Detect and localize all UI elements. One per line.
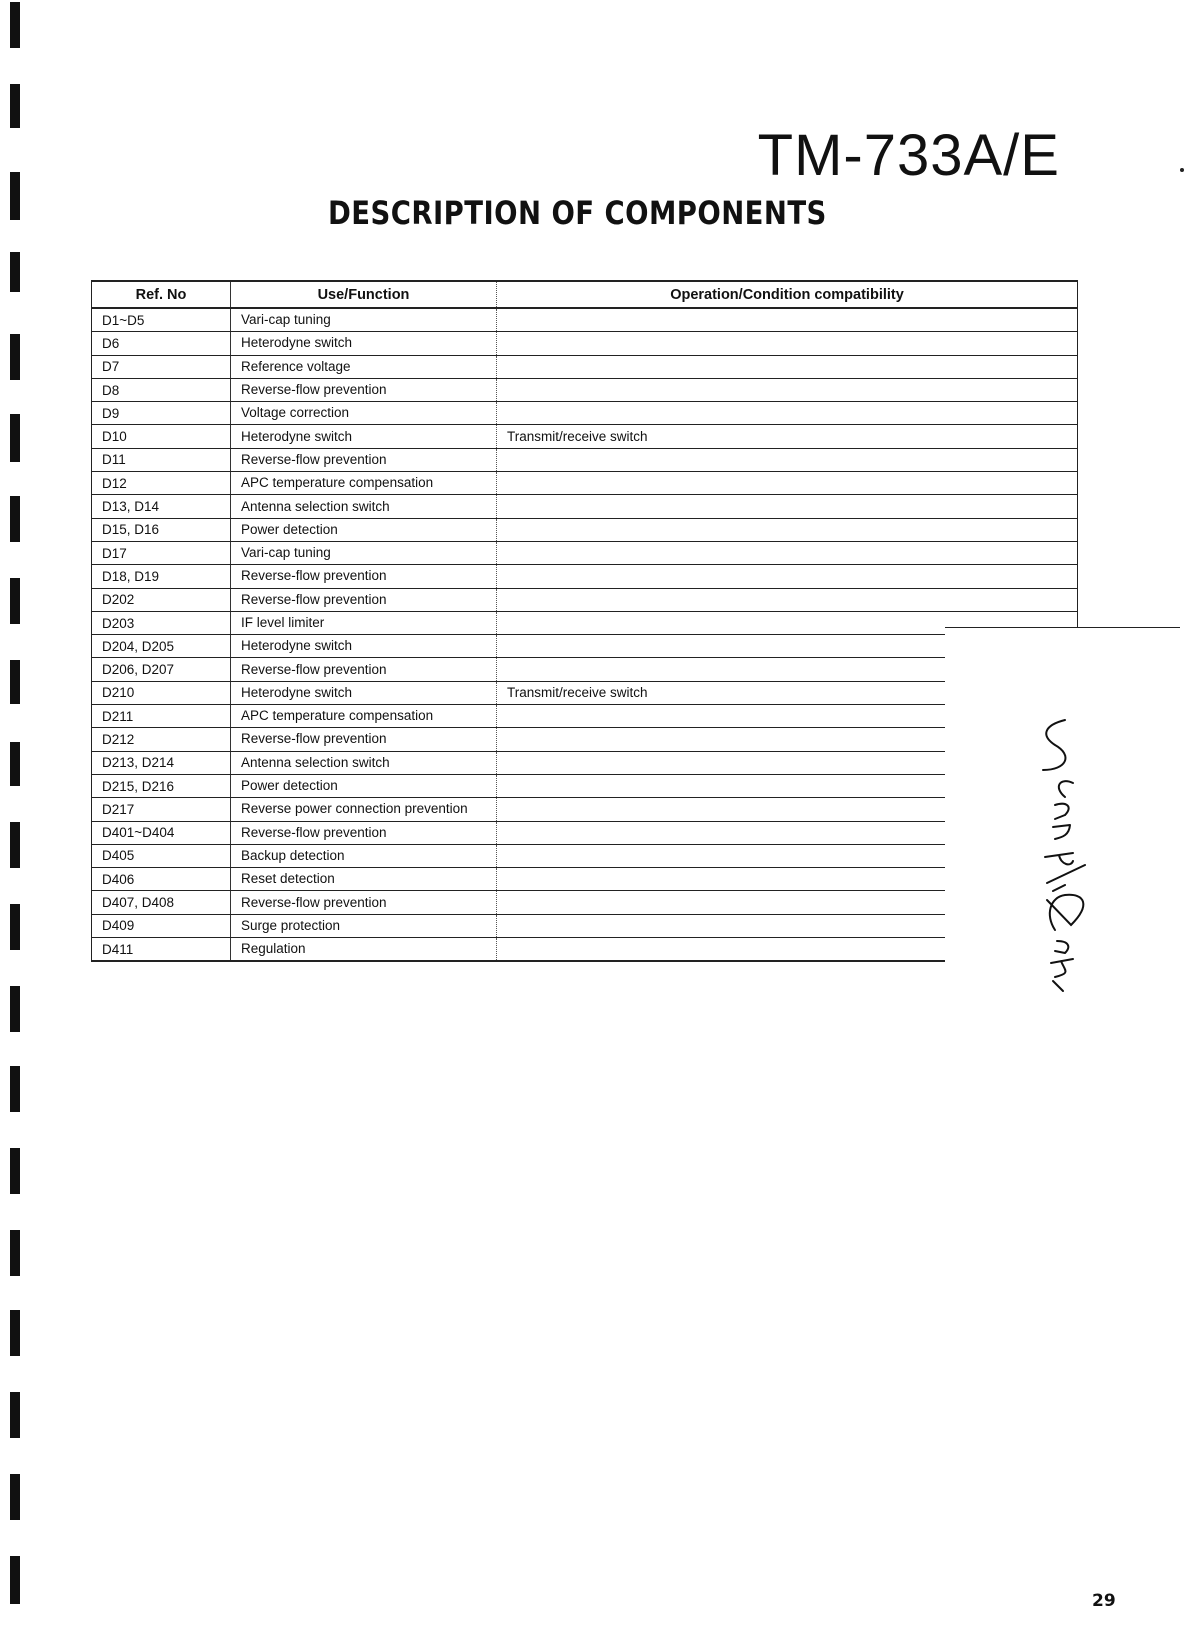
ref-cell: D13, D14 bbox=[92, 495, 231, 518]
ref-cell: D17 bbox=[92, 541, 231, 564]
ref-cell: D215, D216 bbox=[92, 774, 231, 797]
use-cell: Power detection bbox=[231, 518, 497, 541]
operation-cell bbox=[497, 332, 1078, 355]
ref-cell: D15, D16 bbox=[92, 518, 231, 541]
table-row bbox=[92, 448, 1078, 471]
use-cell: Heterodyne switch bbox=[231, 635, 497, 658]
column-header-operation: Operation/Condition compatibility bbox=[497, 281, 1078, 308]
ref-cell: D11 bbox=[92, 448, 231, 471]
use-cell: Reset detection bbox=[231, 868, 497, 891]
use-cell: Reverse-flow prevention bbox=[231, 378, 497, 401]
table-row bbox=[92, 635, 1078, 658]
use-cell: APC temperature compensation bbox=[231, 472, 497, 495]
use-cell: Reference voltage bbox=[231, 355, 497, 378]
scan-edge-line bbox=[945, 627, 1180, 628]
operation-cell bbox=[497, 378, 1078, 401]
table-row bbox=[92, 705, 1078, 728]
table-row bbox=[92, 402, 1078, 425]
operation-cell bbox=[497, 518, 1078, 541]
operation-cell bbox=[497, 355, 1078, 378]
use-cell: Reverse-flow prevention bbox=[231, 821, 497, 844]
use-cell: Heterodyne switch bbox=[231, 332, 497, 355]
use-cell: APC temperature compensation bbox=[231, 705, 497, 728]
table-row bbox=[92, 332, 1078, 355]
ref-cell: D406 bbox=[92, 868, 231, 891]
use-cell: Antenna selection switch bbox=[231, 751, 497, 774]
table-row bbox=[92, 891, 1078, 914]
table-row bbox=[92, 798, 1078, 821]
operation-cell: Transmit/receive switch bbox=[497, 425, 1078, 448]
page-title: DESCRIPTION OF COMPONENTS bbox=[328, 194, 827, 232]
ref-cell: D8 bbox=[92, 378, 231, 401]
ref-cell: D202 bbox=[92, 588, 231, 611]
use-cell: Reverse-flow prevention bbox=[231, 658, 497, 681]
table-row bbox=[92, 914, 1078, 937]
use-cell: Vari-cap tuning bbox=[231, 541, 497, 564]
use-cell: Voltage correction bbox=[231, 402, 497, 425]
ref-cell: D204, D205 bbox=[92, 635, 231, 658]
model-number: TM-733A/E bbox=[757, 123, 1060, 188]
binding-marks bbox=[6, 0, 30, 1650]
use-cell: Reverse power connection prevention bbox=[231, 798, 497, 821]
handwritten-signature bbox=[1025, 715, 1095, 1015]
table-row bbox=[92, 821, 1078, 844]
table-row bbox=[92, 681, 1078, 704]
use-cell: Reverse-flow prevention bbox=[231, 565, 497, 588]
components-table bbox=[91, 280, 1078, 962]
ref-cell: D409 bbox=[92, 914, 231, 937]
ref-cell: D407, D408 bbox=[92, 891, 231, 914]
table-row bbox=[92, 355, 1078, 378]
table-row bbox=[92, 472, 1078, 495]
table-row bbox=[92, 658, 1078, 681]
use-cell: Vari-cap tuning bbox=[231, 308, 497, 332]
table-row bbox=[92, 611, 1078, 634]
operation-cell bbox=[497, 541, 1078, 564]
table-body bbox=[92, 308, 1078, 961]
ref-cell: D203 bbox=[92, 611, 231, 634]
operation-cell: Transmit/receive switch bbox=[497, 681, 1078, 704]
ref-cell: D7 bbox=[92, 355, 231, 378]
table-row bbox=[92, 938, 1078, 962]
ref-cell: D211 bbox=[92, 705, 231, 728]
table-row bbox=[92, 868, 1078, 891]
ref-cell: D405 bbox=[92, 844, 231, 867]
table-header-row bbox=[92, 281, 1078, 308]
speck-mark bbox=[1180, 168, 1184, 172]
ref-cell: D213, D214 bbox=[92, 751, 231, 774]
use-cell: IF level limiter bbox=[231, 611, 497, 634]
operation-cell bbox=[497, 448, 1078, 471]
table-row bbox=[92, 844, 1078, 867]
operation-cell bbox=[497, 495, 1078, 518]
ref-cell: D9 bbox=[92, 402, 231, 425]
table-row bbox=[92, 774, 1078, 797]
use-cell: Reverse-flow prevention bbox=[231, 891, 497, 914]
ref-cell: D18, D19 bbox=[92, 565, 231, 588]
table-row bbox=[92, 541, 1078, 564]
use-cell: Reverse-flow prevention bbox=[231, 448, 497, 471]
use-cell: Power detection bbox=[231, 774, 497, 797]
use-cell: Regulation bbox=[231, 938, 497, 962]
column-header-use: Use/Function bbox=[231, 281, 497, 308]
ref-cell: D1~D5 bbox=[92, 308, 231, 332]
column-header-ref: Ref. No bbox=[92, 281, 231, 308]
ref-cell: D210 bbox=[92, 681, 231, 704]
ref-cell: D206, D207 bbox=[92, 658, 231, 681]
operation-cell bbox=[497, 588, 1078, 611]
table-row bbox=[92, 425, 1078, 448]
page-number: 29 bbox=[1092, 1591, 1116, 1611]
use-cell: Backup detection bbox=[231, 844, 497, 867]
use-cell: Surge protection bbox=[231, 914, 497, 937]
table-row bbox=[92, 565, 1078, 588]
use-cell: Heterodyne switch bbox=[231, 681, 497, 704]
ref-cell: D6 bbox=[92, 332, 231, 355]
operation-cell bbox=[497, 402, 1078, 425]
ref-cell: D217 bbox=[92, 798, 231, 821]
table-row bbox=[92, 495, 1078, 518]
operation-cell bbox=[497, 565, 1078, 588]
ref-cell: D401~D404 bbox=[92, 821, 231, 844]
use-cell: Heterodyne switch bbox=[231, 425, 497, 448]
ref-cell: D12 bbox=[92, 472, 231, 495]
table-row bbox=[92, 588, 1078, 611]
table-row bbox=[92, 308, 1078, 332]
operation-cell bbox=[497, 472, 1078, 495]
table-row bbox=[92, 728, 1078, 751]
table-row bbox=[92, 751, 1078, 774]
table-row bbox=[92, 378, 1078, 401]
operation-cell bbox=[497, 308, 1078, 332]
use-cell: Reverse-flow prevention bbox=[231, 588, 497, 611]
table-row bbox=[92, 518, 1078, 541]
ref-cell: D212 bbox=[92, 728, 231, 751]
ref-cell: D10 bbox=[92, 425, 231, 448]
use-cell: Antenna selection switch bbox=[231, 495, 497, 518]
use-cell: Reverse-flow prevention bbox=[231, 728, 497, 751]
ref-cell: D411 bbox=[92, 938, 231, 962]
